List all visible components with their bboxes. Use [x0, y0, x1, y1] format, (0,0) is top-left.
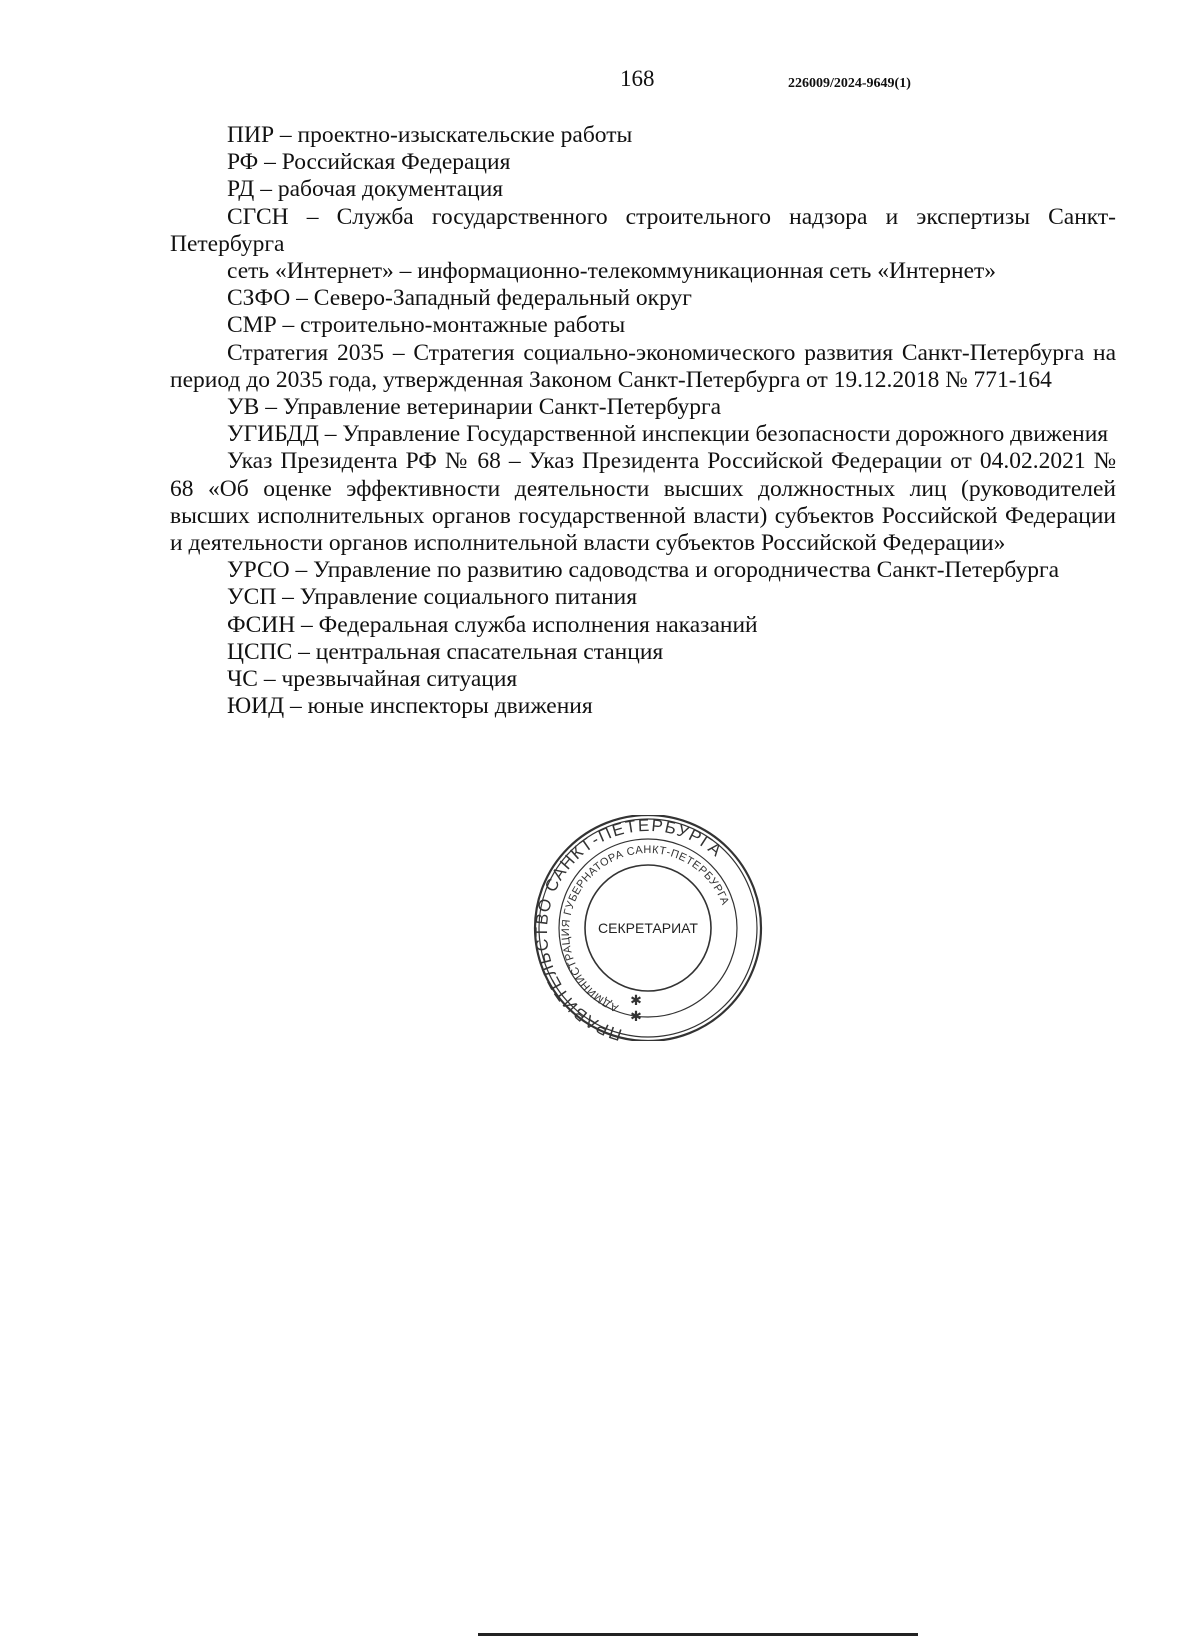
glossary-entry: СМР – строительно-монтажные работы	[227, 312, 626, 339]
glossary-entry: Стратегия 2035 – Стратегия социально-экономического развития Санкт-Петербурга на период до 2035 года, утвержденная Законом Санкт-Петербурга от 19.12.2018 № 771-164	[170, 339, 1116, 393]
glossary-entry: УВ – Управление ветеринарии Санкт-Петербурга	[227, 394, 722, 421]
glossary-entry: РФ – Российская Федерация	[227, 149, 511, 176]
glossary-entry: СЗФО – Северо-Западный федеральный округ	[227, 285, 692, 312]
document-id: 226009/2024-9649(1)	[788, 76, 911, 91]
glossary-entry: сеть «Интернет» – информационно-телекоммуникационная сеть «Интернет»	[227, 258, 997, 285]
glossary-entry: Указ Президента РФ № 68 – Указ Президента Российской Федерации от 04.02.2021 № 68 «Об оценке эффективности деятельности высших должностных лиц (руководителей высших исполнительных органов государственной власти) субъектов Российской Федерации и деятельности органов исполнительной власти субъектов Российской Федерации»	[170, 448, 1116, 557]
glossary-entry: УГИБДД – Управление Государственной инспекции безопасности дорожного движения	[227, 421, 1109, 448]
glossary-entry: ЧС – чрезвычайная ситуация	[227, 666, 518, 693]
glossary-entry: РД – рабочая документация	[227, 176, 504, 203]
glossary-entry: ПИР – проектно-изыскательские работы	[227, 122, 633, 148]
glossary-entry: ФСИН – Федеральная служба исполнения наказаний	[227, 611, 758, 638]
scan-edge-line	[478, 1633, 918, 1636]
stamp-star-icon: ✱	[630, 1009, 642, 1025]
glossary-entry: УРСО – Управление по развитию садоводства и огородничества Санкт-Петербурга	[227, 557, 1060, 584]
glossary-entry: УСП – Управление социального питания	[227, 584, 638, 611]
official-seal-stamp	[532, 815, 764, 1041]
glossary-entry: ЦСПС – центральная спасательная станция	[227, 638, 664, 665]
abbreviation-list	[170, 122, 1116, 720]
stamp-center-text: СЕКРЕТАРИАТ	[598, 920, 698, 936]
stamp-star-icon: ✱	[630, 993, 642, 1009]
stamp-outer-text: ПРАВИТЕЛЬСТВО САНКТ-ПЕТЕРБУРГА	[532, 815, 727, 1041]
glossary-entry: СГСН – Служба государственного строительного надзора и экспертизы Санкт-Петербурга	[170, 203, 1116, 257]
stamp-inner-text: АДМИНИСТРАЦИЯ ГУБЕРНАТОРА САНКТ-ПЕТЕРБУРГА	[560, 843, 732, 1014]
glossary-entry: ЮИД – юные инспекторы движения	[227, 693, 593, 720]
page-number: 168	[620, 66, 655, 91]
